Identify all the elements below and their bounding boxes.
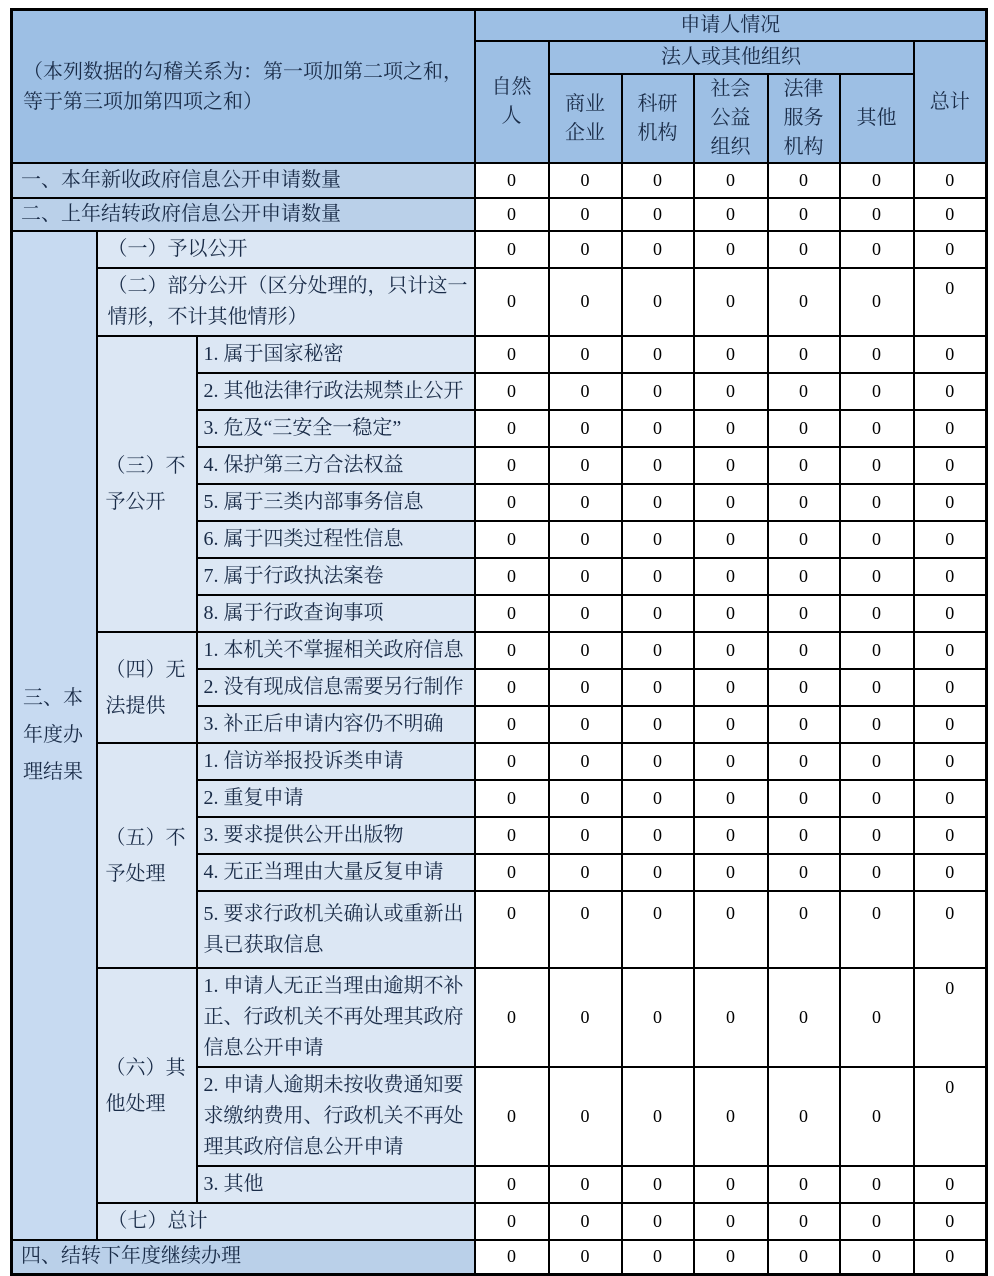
value-cell: 0 bbox=[914, 968, 987, 1067]
value-cell: 0 bbox=[840, 268, 914, 336]
value-cell: 0 bbox=[840, 447, 914, 484]
value-cell: 0 bbox=[768, 447, 840, 484]
value-cell: 0 bbox=[840, 558, 914, 595]
value-cell: 0 bbox=[622, 1166, 694, 1203]
value-cell: 0 bbox=[622, 669, 694, 706]
value-cell: 0 bbox=[840, 669, 914, 706]
value-cell: 0 bbox=[768, 336, 840, 373]
item-label-not-processed-1: 1. 信访举报投诉类申请 bbox=[197, 743, 475, 780]
item-label-unavailable-3: 3. 补正后申请内容仍不明确 bbox=[197, 706, 475, 743]
item-label-denied-8: 8. 属于行政查询事项 bbox=[197, 595, 475, 632]
value-cell: 0 bbox=[914, 817, 987, 854]
value-cell: 0 bbox=[768, 1203, 840, 1240]
group-label-other-handling: （六）其他处理 bbox=[97, 968, 197, 1203]
value-cell: 0 bbox=[549, 1166, 622, 1203]
value-cell: 0 bbox=[549, 373, 622, 410]
value-cell: 0 bbox=[475, 484, 549, 521]
item-label-not-processed-2: 2. 重复申请 bbox=[197, 780, 475, 817]
value-cell: 0 bbox=[475, 558, 549, 595]
value-cell: 0 bbox=[694, 268, 768, 336]
value-cell: 0 bbox=[549, 231, 622, 268]
value-cell: 0 bbox=[914, 854, 987, 891]
value-cell: 0 bbox=[549, 595, 622, 632]
value-cell: 0 bbox=[914, 706, 987, 743]
value-cell: 0 bbox=[622, 854, 694, 891]
value-cell: 0 bbox=[622, 817, 694, 854]
item-label-denied-7: 7. 属于行政执法案卷 bbox=[197, 558, 475, 595]
table-row bbox=[12, 268, 987, 336]
value-cell: 0 bbox=[622, 595, 694, 632]
value-cell: 0 bbox=[549, 669, 622, 706]
header-col-legal-service: 法律服务机构 bbox=[768, 74, 840, 163]
value-cell: 0 bbox=[694, 1166, 768, 1203]
value-cell: 0 bbox=[475, 231, 549, 268]
value-cell: 0 bbox=[768, 632, 840, 669]
value-cell: 0 bbox=[475, 447, 549, 484]
label-partial-disclosure: （二）部分公开（区分处理的，只计这一情形，不计其他情形） bbox=[97, 268, 475, 336]
value-cell: 0 bbox=[694, 447, 768, 484]
value-cell: 0 bbox=[622, 558, 694, 595]
group-label-not-processed: （五）不予处理 bbox=[97, 743, 197, 968]
value-cell: 0 bbox=[694, 521, 768, 558]
value-cell: 0 bbox=[475, 268, 549, 336]
item-label-not-processed-5: 5. 要求行政机关确认或重新出具已获取信息 bbox=[197, 891, 475, 968]
value-cell: 0 bbox=[840, 817, 914, 854]
item-label-other-handling-3: 3. 其他 bbox=[197, 1166, 475, 1203]
value-cell: 0 bbox=[840, 595, 914, 632]
table-row bbox=[12, 1240, 987, 1274]
value-cell: 0 bbox=[622, 1203, 694, 1240]
value-cell: 0 bbox=[549, 521, 622, 558]
value-cell: 0 bbox=[840, 1240, 914, 1274]
value-cell: 0 bbox=[694, 1240, 768, 1274]
item-label-denied-6: 6. 属于四类过程性信息 bbox=[197, 521, 475, 558]
value-cell: 0 bbox=[549, 558, 622, 595]
table-row bbox=[12, 231, 987, 268]
item-label-denied-1: 1. 属于国家秘密 bbox=[197, 336, 475, 373]
value-cell: 0 bbox=[840, 198, 914, 231]
table-row bbox=[12, 10, 987, 42]
header-col-natural-person: 自然人 bbox=[475, 41, 549, 163]
value-cell: 0 bbox=[694, 780, 768, 817]
value-cell: 0 bbox=[914, 410, 987, 447]
value-cell: 0 bbox=[914, 1240, 987, 1274]
value-cell: 0 bbox=[840, 706, 914, 743]
value-cell: 0 bbox=[768, 1166, 840, 1203]
value-cell: 0 bbox=[622, 198, 694, 231]
value-cell: 0 bbox=[840, 1067, 914, 1166]
value-cell: 0 bbox=[840, 336, 914, 373]
value-cell: 0 bbox=[768, 373, 840, 410]
value-cell: 0 bbox=[549, 780, 622, 817]
row-label-carry-to-next-year: 四、结转下年度继续办理 bbox=[12, 1240, 475, 1274]
value-cell: 0 bbox=[914, 336, 987, 373]
value-cell: 0 bbox=[549, 484, 622, 521]
value-cell: 0 bbox=[622, 632, 694, 669]
value-cell: 0 bbox=[694, 231, 768, 268]
value-cell: 0 bbox=[475, 743, 549, 780]
value-cell: 0 bbox=[622, 743, 694, 780]
value-cell: 0 bbox=[914, 198, 987, 231]
value-cell: 0 bbox=[475, 968, 549, 1067]
value-cell: 0 bbox=[549, 968, 622, 1067]
item-label-denied-3: 3. 危及“三安全一稳定” bbox=[197, 410, 475, 447]
header-legal-org-group: 法人或其他组织 bbox=[549, 41, 914, 74]
value-cell: 0 bbox=[768, 410, 840, 447]
value-cell: 0 bbox=[475, 706, 549, 743]
value-cell: 0 bbox=[914, 1067, 987, 1166]
value-cell: 0 bbox=[914, 780, 987, 817]
label-granted: （一）予以公开 bbox=[97, 231, 475, 268]
value-cell: 0 bbox=[914, 1203, 987, 1240]
group-label-unavailable: （四）无法提供 bbox=[97, 632, 197, 743]
value-cell: 0 bbox=[694, 854, 768, 891]
value-cell: 0 bbox=[840, 1203, 914, 1240]
value-cell: 0 bbox=[622, 268, 694, 336]
value-cell: 0 bbox=[768, 854, 840, 891]
header-col-business: 商业企业 bbox=[549, 74, 622, 163]
value-cell: 0 bbox=[694, 891, 768, 968]
item-label-denied-4: 4. 保护第三方合法权益 bbox=[197, 447, 475, 484]
value-cell: 0 bbox=[549, 268, 622, 336]
value-cell: 0 bbox=[768, 231, 840, 268]
item-label-other-handling-2: 2. 申请人逾期未按收费通知要求缴纳费用、行政机关不再处理其政府信息公开申请 bbox=[197, 1067, 475, 1166]
row-label-new-requests: 一、本年新收政府信息公开申请数量 bbox=[12, 163, 475, 198]
value-cell: 0 bbox=[840, 410, 914, 447]
value-cell: 0 bbox=[622, 706, 694, 743]
value-cell: 0 bbox=[622, 231, 694, 268]
group-label-denied: （三）不予公开 bbox=[97, 336, 197, 632]
item-label-unavailable-1: 1. 本机关不掌握相关政府信息 bbox=[197, 632, 475, 669]
value-cell: 0 bbox=[475, 817, 549, 854]
value-cell: 0 bbox=[549, 410, 622, 447]
value-cell: 0 bbox=[768, 198, 840, 231]
note-cell: （本列数据的勾稽关系为：第一项加第二项之和，等于第三项加第四项之和） bbox=[12, 10, 475, 164]
value-cell: 0 bbox=[694, 743, 768, 780]
value-cell: 0 bbox=[694, 198, 768, 231]
value-cell: 0 bbox=[475, 410, 549, 447]
value-cell: 0 bbox=[914, 268, 987, 336]
value-cell: 0 bbox=[840, 163, 914, 198]
value-cell: 0 bbox=[549, 817, 622, 854]
value-cell: 0 bbox=[768, 558, 840, 595]
value-cell: 0 bbox=[768, 891, 840, 968]
value-cell: 0 bbox=[549, 198, 622, 231]
header-col-research: 科研机构 bbox=[622, 74, 694, 163]
value-cell: 0 bbox=[768, 780, 840, 817]
value-cell: 0 bbox=[549, 891, 622, 968]
value-cell: 0 bbox=[549, 706, 622, 743]
value-cell: 0 bbox=[768, 817, 840, 854]
value-cell: 0 bbox=[622, 484, 694, 521]
value-cell: 0 bbox=[768, 669, 840, 706]
value-cell: 0 bbox=[622, 968, 694, 1067]
table-row bbox=[12, 1203, 987, 1240]
value-cell: 0 bbox=[475, 669, 549, 706]
value-cell: 0 bbox=[840, 968, 914, 1067]
header-col-total: 总计 bbox=[914, 41, 987, 163]
row-label-carryover-requests: 二、上年结转政府信息公开申请数量 bbox=[12, 198, 475, 231]
value-cell: 0 bbox=[914, 891, 987, 968]
value-cell: 0 bbox=[549, 447, 622, 484]
table-row bbox=[12, 632, 987, 669]
value-cell: 0 bbox=[768, 268, 840, 336]
value-cell: 0 bbox=[694, 558, 768, 595]
table-row bbox=[12, 968, 987, 1067]
value-cell: 0 bbox=[549, 1240, 622, 1274]
value-cell: 0 bbox=[768, 1067, 840, 1166]
value-cell: 0 bbox=[622, 521, 694, 558]
value-cell: 0 bbox=[840, 632, 914, 669]
value-cell: 0 bbox=[475, 891, 549, 968]
value-cell: 0 bbox=[768, 968, 840, 1067]
value-cell: 0 bbox=[622, 447, 694, 484]
value-cell: 0 bbox=[549, 336, 622, 373]
value-cell: 0 bbox=[549, 1067, 622, 1166]
value-cell: 0 bbox=[549, 163, 622, 198]
item-label-denied-2: 2. 其他法律行政法规禁止公开 bbox=[197, 373, 475, 410]
disclosure-requests-table bbox=[10, 8, 988, 1276]
value-cell: 0 bbox=[914, 373, 987, 410]
value-cell: 0 bbox=[475, 780, 549, 817]
value-cell: 0 bbox=[694, 373, 768, 410]
value-cell: 0 bbox=[475, 632, 549, 669]
value-cell: 0 bbox=[914, 484, 987, 521]
value-cell: 0 bbox=[840, 743, 914, 780]
value-cell: 0 bbox=[914, 743, 987, 780]
item-label-unavailable-2: 2. 没有现成信息需要另行制作 bbox=[197, 669, 475, 706]
value-cell: 0 bbox=[549, 1203, 622, 1240]
table-row bbox=[12, 336, 987, 373]
value-cell: 0 bbox=[840, 484, 914, 521]
value-cell: 0 bbox=[475, 854, 549, 891]
value-cell: 0 bbox=[622, 1240, 694, 1274]
value-cell: 0 bbox=[914, 1166, 987, 1203]
value-cell: 0 bbox=[694, 669, 768, 706]
value-cell: 0 bbox=[549, 632, 622, 669]
value-cell: 0 bbox=[694, 336, 768, 373]
value-cell: 0 bbox=[840, 521, 914, 558]
item-label-denied-5: 5. 属于三类内部事务信息 bbox=[197, 484, 475, 521]
item-label-other-handling-1: 1. 申请人无正当理由逾期不补正、行政机关不再处理其政府信息公开申请 bbox=[197, 968, 475, 1067]
value-cell: 0 bbox=[694, 632, 768, 669]
value-cell: 0 bbox=[622, 891, 694, 968]
item-label-not-processed-3: 3. 要求提供公开出版物 bbox=[197, 817, 475, 854]
value-cell: 0 bbox=[914, 595, 987, 632]
value-cell: 0 bbox=[475, 1166, 549, 1203]
value-cell: 0 bbox=[475, 1067, 549, 1166]
value-cell: 0 bbox=[549, 854, 622, 891]
value-cell: 0 bbox=[475, 1240, 549, 1274]
value-cell: 0 bbox=[475, 163, 549, 198]
value-cell: 0 bbox=[694, 595, 768, 632]
value-cell: 0 bbox=[622, 336, 694, 373]
value-cell: 0 bbox=[549, 743, 622, 780]
value-cell: 0 bbox=[914, 447, 987, 484]
value-cell: 0 bbox=[694, 1067, 768, 1166]
value-cell: 0 bbox=[475, 1203, 549, 1240]
table-row bbox=[12, 163, 987, 198]
value-cell: 0 bbox=[694, 1203, 768, 1240]
item-label-not-processed-4: 4. 无正当理由大量反复申请 bbox=[197, 854, 475, 891]
value-cell: 0 bbox=[475, 521, 549, 558]
value-cell: 0 bbox=[622, 373, 694, 410]
value-cell: 0 bbox=[694, 410, 768, 447]
value-cell: 0 bbox=[694, 484, 768, 521]
value-cell: 0 bbox=[622, 410, 694, 447]
value-cell: 0 bbox=[768, 706, 840, 743]
header-applicant-group: 申请人情况 bbox=[475, 10, 987, 42]
value-cell: 0 bbox=[914, 669, 987, 706]
value-cell: 0 bbox=[840, 231, 914, 268]
value-cell: 0 bbox=[914, 521, 987, 558]
value-cell: 0 bbox=[768, 521, 840, 558]
header-col-other: 其他 bbox=[840, 74, 914, 163]
header-col-social-org: 社会公益组织 bbox=[694, 74, 768, 163]
label-section-total: （七）总计 bbox=[97, 1203, 475, 1240]
value-cell: 0 bbox=[914, 632, 987, 669]
value-cell: 0 bbox=[840, 854, 914, 891]
value-cell: 0 bbox=[914, 558, 987, 595]
value-cell: 0 bbox=[694, 817, 768, 854]
value-cell: 0 bbox=[475, 373, 549, 410]
value-cell: 0 bbox=[840, 373, 914, 410]
value-cell: 0 bbox=[475, 336, 549, 373]
value-cell: 0 bbox=[768, 1240, 840, 1274]
value-cell: 0 bbox=[694, 968, 768, 1067]
value-cell: 0 bbox=[914, 231, 987, 268]
value-cell: 0 bbox=[768, 484, 840, 521]
value-cell: 0 bbox=[840, 891, 914, 968]
value-cell: 0 bbox=[475, 198, 549, 231]
value-cell: 0 bbox=[768, 743, 840, 780]
value-cell: 0 bbox=[694, 163, 768, 198]
value-cell: 0 bbox=[694, 706, 768, 743]
table-row bbox=[12, 198, 987, 231]
value-cell: 0 bbox=[475, 595, 549, 632]
value-cell: 0 bbox=[914, 163, 987, 198]
value-cell: 0 bbox=[622, 163, 694, 198]
value-cell: 0 bbox=[622, 780, 694, 817]
section-label-annual-results: 三、本年度办理结果 bbox=[12, 231, 97, 1240]
value-cell: 0 bbox=[622, 1067, 694, 1166]
table-row bbox=[12, 743, 987, 780]
value-cell: 0 bbox=[840, 1166, 914, 1203]
value-cell: 0 bbox=[768, 595, 840, 632]
value-cell: 0 bbox=[768, 163, 840, 198]
value-cell: 0 bbox=[840, 780, 914, 817]
